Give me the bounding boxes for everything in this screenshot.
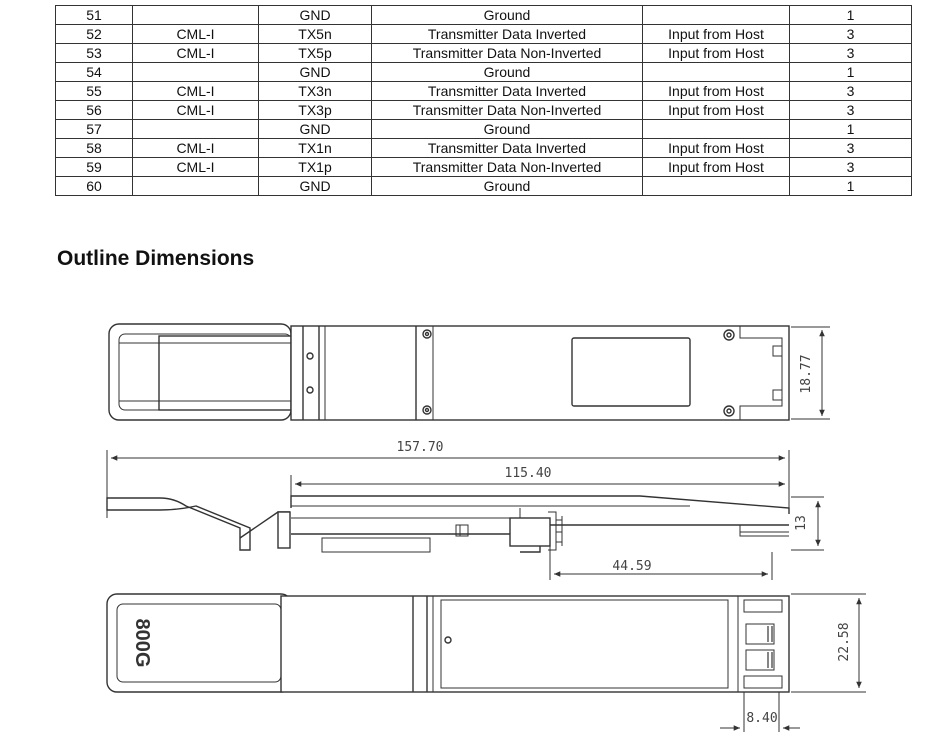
cell-symbol: TX5n <box>259 25 372 44</box>
cell-direction: Input from Host <box>643 101 790 120</box>
cell-symbol: TX1p <box>259 158 372 177</box>
cell-symbol: GND <box>259 120 372 139</box>
cell-notes: 3 <box>790 25 912 44</box>
dim-label-height-top: 18.77 <box>799 354 814 394</box>
cell-logic: CML-I <box>133 44 259 63</box>
cell-direction: Input from Host <box>643 44 790 63</box>
table-row <box>56 63 912 82</box>
cell-direction: Input from Host <box>643 139 790 158</box>
module-label-800g: 800G <box>131 618 153 668</box>
dim-label-width-bottom: 22.58 <box>837 622 852 662</box>
cell-symbol: GND <box>259 177 372 196</box>
dim-rear-length <box>550 542 772 580</box>
cell-notes: 3 <box>790 101 912 120</box>
table-row <box>56 101 912 120</box>
cell-direction <box>643 177 790 196</box>
cell-direction <box>643 120 790 139</box>
bottom-view <box>107 594 789 692</box>
dim-width-bottom <box>791 594 866 692</box>
cell-pin: 56 <box>56 101 133 120</box>
table-row <box>56 82 912 101</box>
table-row <box>56 25 912 44</box>
cell-logic <box>133 6 259 25</box>
cell-pin: 54 <box>56 63 133 82</box>
pin-description-table <box>55 5 912 196</box>
cell-notes: 1 <box>790 6 912 25</box>
cell-logic: CML-I <box>133 25 259 44</box>
table-row <box>56 177 912 196</box>
cell-notes: 3 <box>790 44 912 63</box>
cell-description: Ground <box>372 6 643 25</box>
dim-label-rear-length: 44.59 <box>612 559 652 574</box>
cell-pin: 53 <box>56 44 133 63</box>
cell-direction <box>643 6 790 25</box>
cell-description: Ground <box>372 120 643 139</box>
cell-pin: 58 <box>56 139 133 158</box>
cell-pin: 60 <box>56 177 133 196</box>
cell-logic: CML-I <box>133 139 259 158</box>
cell-direction <box>643 63 790 82</box>
dim-label-overall-length: 157.70 <box>396 440 444 455</box>
cell-description: Transmitter Data Inverted <box>372 82 643 101</box>
cell-logic <box>133 177 259 196</box>
dim-label-connector-width: 8.40 <box>746 711 778 726</box>
dim-label-body-length: 115.40 <box>504 466 552 481</box>
top-module-body <box>291 326 789 420</box>
cell-symbol: TX5p <box>259 44 372 63</box>
cell-description: Transmitter Data Non-Inverted <box>372 44 643 63</box>
cell-description: Ground <box>372 63 643 82</box>
cell-pin: 52 <box>56 25 133 44</box>
cell-direction: Input from Host <box>643 82 790 101</box>
cell-logic: CML-I <box>133 158 259 177</box>
top-latch-body <box>159 336 291 410</box>
cell-notes: 3 <box>790 158 912 177</box>
cell-pin: 59 <box>56 158 133 177</box>
cell-notes: 1 <box>790 63 912 82</box>
cell-notes: 1 <box>790 120 912 139</box>
cell-description: Ground <box>372 177 643 196</box>
cell-pin: 57 <box>56 120 133 139</box>
table-row <box>56 44 912 63</box>
cell-logic: CML-I <box>133 82 259 101</box>
cell-description: Transmitter Data Inverted <box>372 139 643 158</box>
top-view <box>109 324 789 420</box>
cell-description: Transmitter Data Inverted <box>372 25 643 44</box>
cell-notes: 1 <box>790 177 912 196</box>
cell-notes: 3 <box>790 139 912 158</box>
cell-pin: 51 <box>56 6 133 25</box>
cell-notes: 3 <box>790 82 912 101</box>
cell-logic <box>133 120 259 139</box>
table-row <box>56 120 912 139</box>
table-row <box>56 6 912 25</box>
cell-description: Transmitter Data Non-Inverted <box>372 158 643 177</box>
side-view <box>107 496 789 552</box>
dim-label-side-height: 13 <box>794 515 809 531</box>
cell-pin: 55 <box>56 82 133 101</box>
cell-direction: Input from Host <box>643 158 790 177</box>
outline-drawing <box>0 280 940 740</box>
table-row <box>56 158 912 177</box>
cell-logic <box>133 63 259 82</box>
cell-symbol: GND <box>259 63 372 82</box>
cell-description: Transmitter Data Non-Inverted <box>372 101 643 120</box>
cell-symbol: GND <box>259 6 372 25</box>
cell-direction: Input from Host <box>643 25 790 44</box>
bottom-module-body <box>281 596 789 692</box>
cell-symbol: TX3n <box>259 82 372 101</box>
cell-symbol: TX3p <box>259 101 372 120</box>
section-heading: Outline Dimensions <box>57 247 255 270</box>
cell-logic: CML-I <box>133 101 259 120</box>
side-pull-tab <box>107 498 250 550</box>
table-row <box>56 139 912 158</box>
cell-symbol: TX1n <box>259 139 372 158</box>
